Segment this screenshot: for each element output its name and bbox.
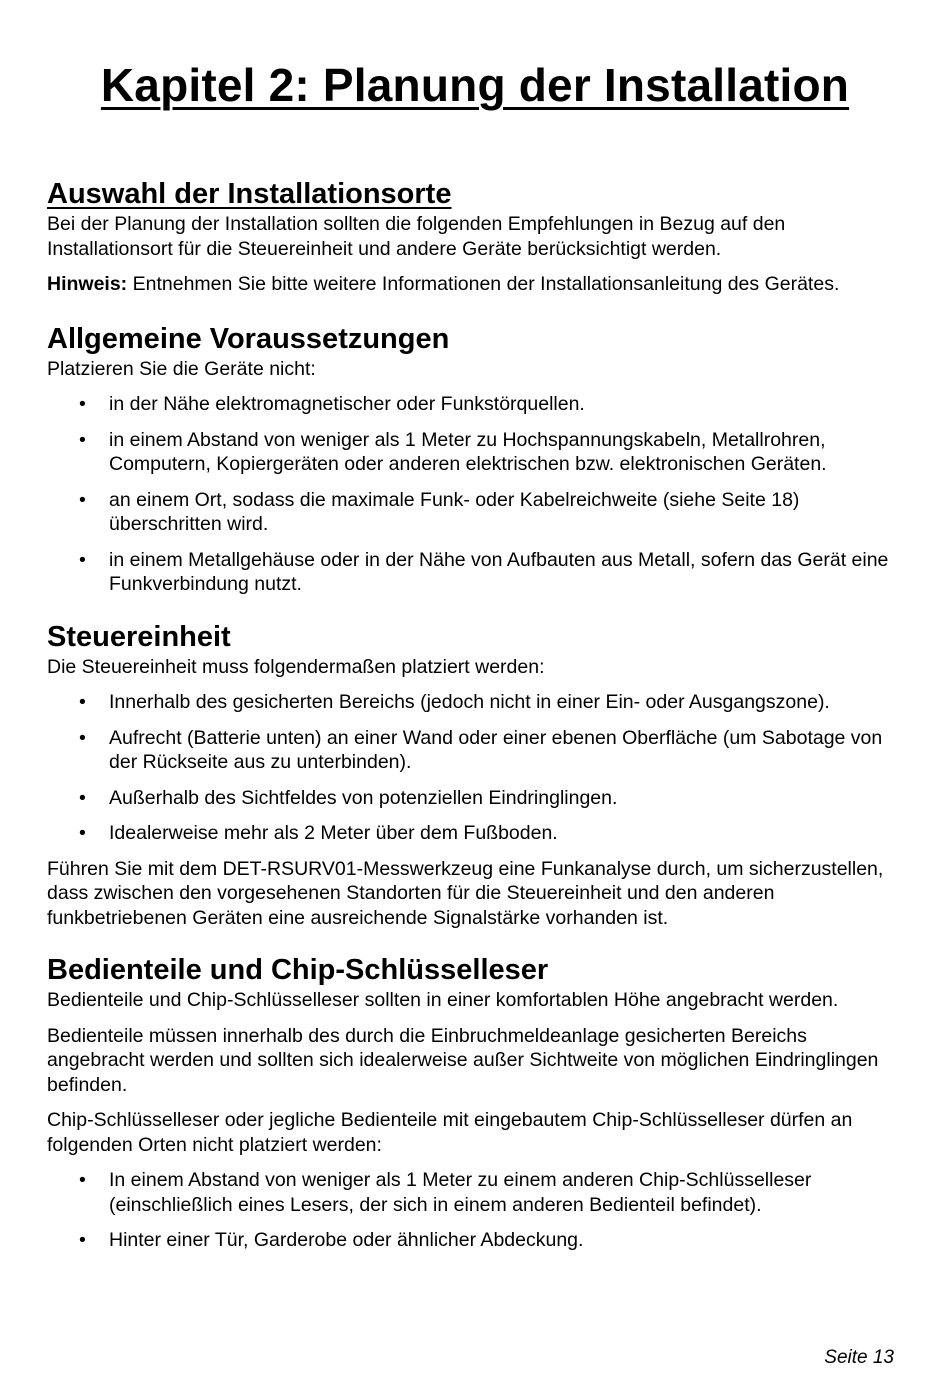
bullet-list-allgemein — [47, 392, 902, 597]
note-paragraph — [47, 272, 902, 297]
list-item: • Innerhalb des gesicherten Bereichs (jedoch nicht in einer Ein- oder Ausgangszone). — [79, 691, 830, 713]
note-text: Entnehmen Sie bitte weitere Informationen der Installationsanleitung des Gerätes. — [127, 273, 840, 295]
bullet-icon: • — [79, 691, 86, 713]
bullet-icon: • — [79, 822, 86, 844]
note-label: Hinweis: — [47, 273, 128, 295]
page-content — [47, 176, 902, 1253]
bullet-icon: • — [79, 1229, 86, 1251]
section-heading-bedienteile: Bedienteile und Chip-Schlüsselleser — [47, 954, 549, 986]
list-item: • Hinter einer Tür, Garderobe oder ähnlicher Abdeckung. — [79, 1229, 584, 1251]
list-item: • in einem Metallgehäuse oder in der Nähe von Aufbauten aus Metall, sofern das Gerät eine Funkverbindung nutzt. — [79, 548, 889, 595]
list-item: • In einem Abstand von weniger als 1 Meter zu einem anderen Chip-Schlüsselleser (einschließlich eines Lesers, der sich in einem anderen Bedienteil befindet). — [79, 1169, 812, 1216]
section-heading-auswahl: Auswahl der Installationsorte — [47, 178, 452, 210]
paragraph-bedienteile-3: Chip-Schlüsselleser oder jegliche Bedienteile mit eingebautem Chip-Schlüsselleser dürfen an folgenden Orten nicht platziert werden: — [47, 1109, 853, 1156]
paragraph-bedienteile-2: Bedienteile müssen innerhalb des durch die Einbruchmeldeanlage gesicherten Bereichs angebracht werden und sollten sich idealerweise außer Sichtweite von möglichen Eindringlingen befinden. — [47, 1024, 879, 1096]
paragraph-steuereinheit-outro: Führen Sie mit dem DET-RSURV01-Messwerkzeug eine Funkanalyse durch, um sicherzustellen, dass zwischen den vorgesehenen Standorten für die Steuereinheit und den anderen funkbetriebenen Geräten eine ausreichende Signalstärke vorhanden ist. — [47, 857, 884, 929]
section-heading-steuereinheit: Steuereinheit — [47, 620, 231, 653]
chapter-title: Kapitel 2: Planung der Installation — [100, 59, 850, 111]
bullet-list-bedienteile — [47, 1168, 902, 1253]
paragraph-steuereinheit-intro: Die Steuereinheit muss folgendermaßen platziert werden: — [47, 655, 545, 678]
bullet-icon: • — [79, 488, 86, 511]
section-heading-allgemein: Allgemeine Voraussetzungen — [47, 322, 450, 355]
paragraph-auswahl-intro: Bei der Planung der Installation sollten die folgenden Empfehlungen in Bezug auf den Installationsort für die Steuereinheit und andere Geräte berücksichtigt werden. — [47, 213, 786, 260]
paragraph-bedienteile-1: Bedienteile und Chip-Schlüsselleser sollten in einer komfortablen Höhe angebracht werden. — [47, 989, 839, 1011]
paragraph-allgemein-intro: Platzieren Sie die Geräte nicht: — [47, 357, 316, 380]
bullet-icon: • — [79, 548, 86, 571]
list-item: • Idealerweise mehr als 2 Meter über dem Fußboden. — [79, 822, 558, 844]
page-number: Seite 13 — [824, 1347, 894, 1368]
bullet-icon: • — [79, 786, 86, 809]
list-item: • in der Nähe elektromagnetischer oder Funkstörquellen. — [79, 393, 585, 415]
list-item: • an einem Ort, sodass die maximale Funk- oder Kabelreichweite (siehe Seite 18) überschritten wird. — [79, 488, 800, 535]
list-item: • Aufrecht (Batterie unten) an einer Wand oder einer ebenen Oberfläche (um Sabotage von der Rückseite aus zu unterbinden). — [79, 726, 883, 773]
bullet-icon: • — [79, 726, 86, 749]
list-item: • in einem Abstand von weniger als 1 Meter zu Hochspannungskabeln, Metallrohren, Computern, Kopiergeräten oder anderen elektrischen bzw. elektronischen Geräten. — [79, 428, 827, 475]
bullet-icon: • — [79, 393, 86, 415]
bullet-icon: • — [79, 428, 86, 451]
list-item: • Außerhalb des Sichtfeldes von potenziellen Eindringlingen. — [79, 786, 618, 809]
bullet-list-steuereinheit — [47, 690, 902, 846]
bullet-icon: • — [79, 1169, 86, 1191]
